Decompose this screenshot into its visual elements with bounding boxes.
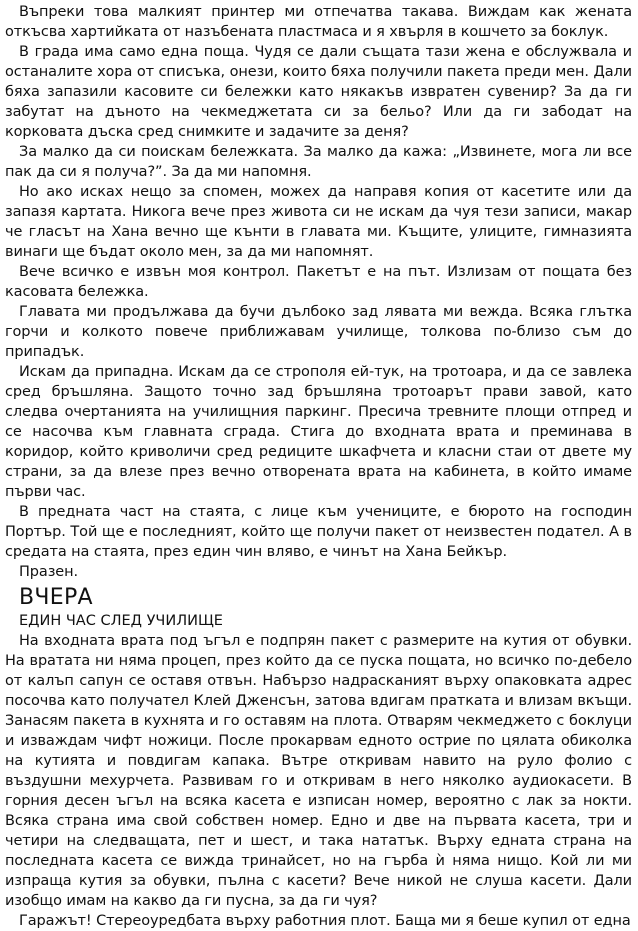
paragraph: Гаражът! Стереоуредбата върху работния плот. Баща ми я беше купил от една bbox=[19, 913, 631, 929]
chapter-subheading: ЕДИН ЧАС СЛЕД УЧИЛИЩЕ bbox=[19, 613, 223, 629]
paragraph: Празен. bbox=[19, 564, 79, 580]
paragraph: Въпреки това малкият принтер ми отпечатва такава. Виждам как жената откъсва хартийката от назъбената пластмаса и я хвърля в кошчето за боклук. bbox=[5, 4, 632, 40]
paragraph: В предната част на стаята, с лице към учениците, е бюрото на господин Портър. Той ще е последният, който ще получи пакет от неизвестен подател. А в средата на стаята, през един чин вляво, е чинът на Хана Бейкър. bbox=[5, 504, 632, 560]
paragraph: На входната врата под ъгъл е подпрян пакет с размерите на кутия от обувки. На вратата ни няма процеп, през който да се пуска пощата, но всичко по-дебело от калъп сапун се оставя отвън. Набързо надрасканият върху опаковката адрес посочва като получател Клей Дженсън, затова вдигам пратката и влизам вкъщи. Занасям пакета в кухнята и го оставям на плота. Отварям чекмеджето с боклуци и изваждам чифт ножици. После прокарвам едното острие по цялата обиколка на кутията и повдигам капака. Вътре откривам навито на руло фолио с въздушни мехурчета. Развивам го и откривам в него няколко аудиокасети. В горния десен ъгъл на всяка касета е изписан номер, вероятно с лак за нокти. Всяка страна има свой собствен номер. Едно и две на първата касета, три и четири на следващата, пет и шест, и така нататък. Върху едната страна на последната касета се вижда тринайсет, но на гърба ѝ няма нищо. Кой ли ми изпраща кутия за обувки, пълна с касети? Вече никой не слуша касети. Дали изобщо имам на какво да ги пусна, за да ги чуя? bbox=[5, 633, 632, 909]
paragraph: Но ако исках нещо за спомен, можех да направя копия от касетите или да запазя картата. Никога вече през живота си не искам да чуя тези записи, макар че гласът на Хана вечно ще кънти в главата ми. Къщите, улиците, гимназията винаги ще бъдат около мен, за да ми напомнят. bbox=[5, 184, 632, 260]
text-body-bottom bbox=[5, 631, 632, 931]
paragraph: Главата ми продължава да бучи дълбоко зад лявата ми вежда. Всяка глътка горчи и колкото повече приближавам училище, толкова по-близо съм до припадък. bbox=[5, 304, 632, 360]
paragraph: За малко да си поискам бележката. За малко да кажа: „Извинете, мога ли все пак да си я получа?”. За да ми напомня. bbox=[5, 144, 632, 180]
paragraph: Искам да припадна. Искам да се строполя ей-тук, на тротоара, и да се завлека сред бръшляна. Защото точно зад бръшляна тротоарът прави завой, като следва очертанията на училищния паркинг. Пресича тревните площи отпред и се насочва към главната сграда. Стига до входната врата и преминава в коридор, който криволичи сред редиците шкафчета и класни стаи от двете му страни, за да влезе през вечно отворената врата на кабинета, в който имаме първи час. bbox=[5, 364, 632, 500]
chapter-heading: ВЧЕРА bbox=[19, 585, 93, 610]
text-body-top bbox=[5, 2, 632, 582]
paragraph: В града има само една поща. Чудя се дали същата тази жена е обслужвала и останалите хора от списъка, онези, които бяха получили пакета преди мен. Дали бяха запазили касовите си бележки като някакъв извратен сувенир? За да ги забутат на дъното на чекмеджетата си за бельо? Или да ги забодат на корковата дъска сред снимките и задачите за деня? bbox=[5, 44, 632, 140]
paragraph: Вече всичко е извън моя контрол. Пакетът е на път. Излизам от пощата без касовата бележка. bbox=[5, 264, 632, 300]
